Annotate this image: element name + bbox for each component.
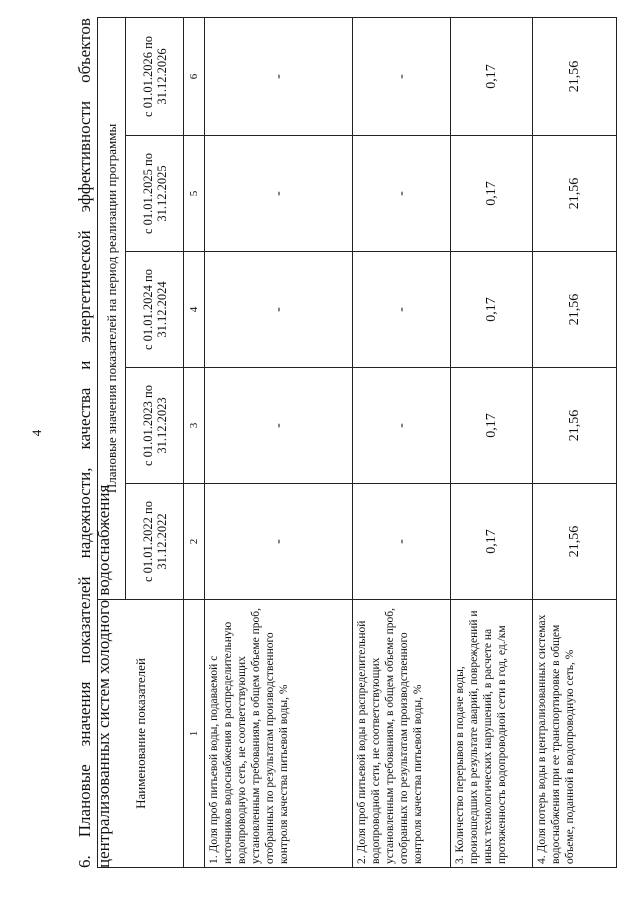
value-cell: -	[353, 136, 451, 252]
column-header-2025: с 01.01.2025 по 31.12.2025	[126, 136, 184, 252]
heading-word: Плановые	[75, 764, 94, 838]
value-cell: -	[353, 484, 451, 600]
column-header-period: Плановые значения показателей на период реализации программы	[98, 17, 126, 599]
column-number-row	[184, 17, 205, 867]
heading-word: показателей	[75, 576, 94, 664]
value-cell: 21,56	[533, 252, 617, 368]
value-cell: 0,17	[451, 368, 533, 484]
value-cell: -	[205, 368, 353, 484]
indicator-cell: 1. Доля проб питьевой воды, подаваемой с источников водоснабжения в распределительную водопроводную сеть, не соответствующих установленным требованиям, в общем объеме проб, отобранных по результатам производственного контроля качества питьевой воды, %	[205, 600, 353, 868]
heading-word: значения	[75, 681, 94, 747]
column-number: 1	[184, 600, 205, 868]
column-number: 3	[184, 368, 205, 484]
rotated-page-content	[75, 18, 640, 868]
column-number: 6	[184, 17, 205, 135]
column-header-2026: с 01.01.2026 по 31.12.2026	[126, 17, 184, 135]
value-cell: 21,56	[533, 484, 617, 600]
indicators-table	[97, 17, 617, 868]
column-header-indicator-name: Наименование показателей	[98, 600, 184, 868]
column-number: 4	[184, 252, 205, 368]
value-cell: 21,56	[533, 136, 617, 252]
table-row	[533, 17, 617, 867]
value-cell: 0,17	[451, 136, 533, 252]
heading-word: энергетической	[75, 230, 94, 343]
value-cell: 0,17	[451, 17, 533, 135]
value-cell: -	[353, 252, 451, 368]
value-cell: -	[205, 136, 353, 252]
heading-word: и	[75, 360, 94, 370]
column-header-2023: с 01.01.2023 по 31.12.2023	[126, 368, 184, 484]
page-number: 4	[29, 429, 44, 437]
value-cell: 21,56	[533, 368, 617, 484]
column-header-2022: с 01.01.2022 по 31.12.2022	[126, 484, 184, 600]
heading-word: 6.	[75, 855, 94, 868]
indicator-cell: 3. Количество перерывов в подаче воды, произошедших в результате аварий, повреждений и иных технологических нарушений, в расчете на протяженность водопроводной сети в год, ед./км	[451, 600, 533, 868]
heading-word: эффективности	[75, 100, 94, 213]
value-cell: -	[205, 484, 353, 600]
value-cell: -	[353, 368, 451, 484]
table-row	[353, 17, 451, 867]
heading-line-2: централизованных систем холодного водоснабжения	[94, 484, 113, 868]
value-cell: -	[205, 17, 353, 135]
heading-word: объектов	[75, 18, 94, 83]
column-number: 2	[184, 484, 205, 600]
column-number: 5	[184, 136, 205, 252]
indicator-cell: 4. Доля потерь воды в централизованных системах водоснабжения при ее транспортировке в общем объеме, поданной в водопроводную сеть, %	[533, 600, 617, 868]
heading-line-1	[75, 18, 94, 868]
value-cell: 21,56	[533, 17, 617, 135]
column-header-2024: с 01.01.2024 по 31.12.2024	[126, 252, 184, 368]
value-cell: 0,17	[451, 484, 533, 600]
heading-word: надежности,	[75, 467, 94, 559]
value-cell: 0,17	[451, 252, 533, 368]
heading-word: качества	[75, 387, 94, 450]
table-row	[451, 17, 533, 867]
table-row	[205, 17, 353, 867]
indicator-cell: 2. Доля проб питьевой воды в распределительной водопроводной сети, не соответствующих установленным требованиям, в общем объеме проб, отобранных по результатам производственного контроля качества питьевой воды, %	[353, 600, 451, 868]
value-cell: -	[353, 17, 451, 135]
value-cell: -	[205, 252, 353, 368]
